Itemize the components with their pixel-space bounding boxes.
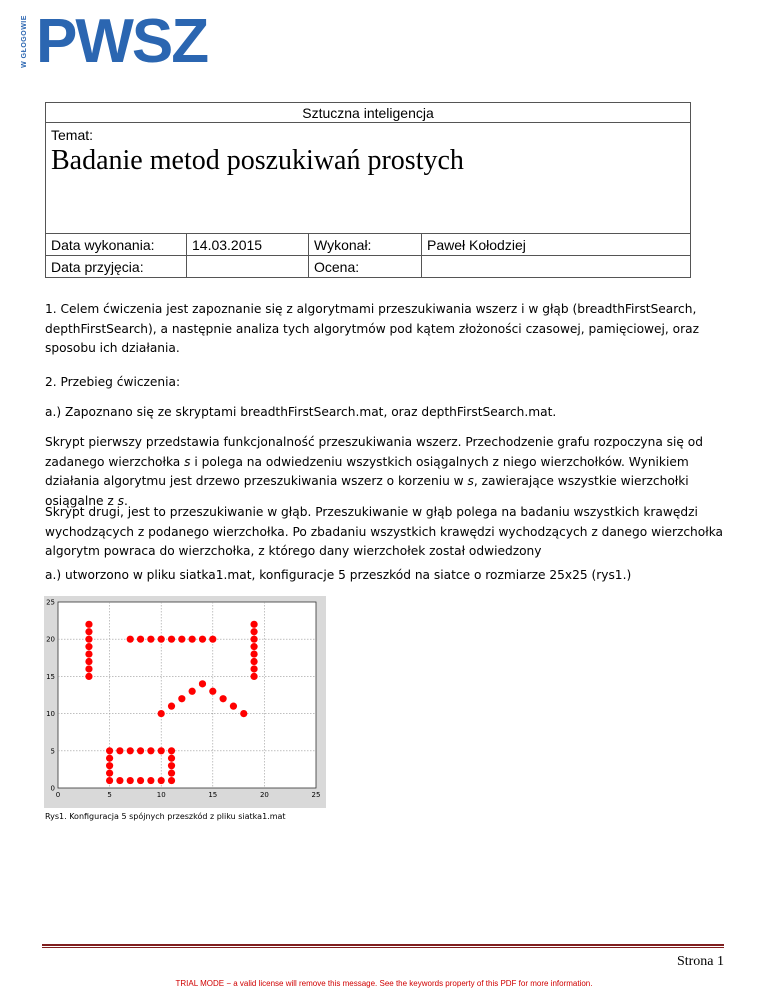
paragraph-course: 2. Przebieg ćwiczenia: (45, 375, 181, 389)
obstacle-point (85, 628, 92, 635)
obstacle-point (127, 747, 134, 754)
date-done-value: 14.03.2015 (187, 234, 309, 256)
obstacle-point (168, 636, 175, 643)
obstacle-point (106, 762, 113, 769)
obstacle-point (137, 636, 144, 643)
obstacle-point (178, 695, 185, 702)
obstacle-point (137, 777, 144, 784)
topic-label: Temat: (51, 127, 94, 143)
grade-value (422, 256, 691, 278)
grade-label: Ocena: (309, 256, 422, 278)
obstacle-point (178, 636, 185, 643)
pwsz-logo (20, 7, 208, 82)
obstacle-point (147, 747, 154, 754)
obstacle-point (250, 673, 257, 680)
x-tick-label: 10 (156, 791, 166, 799)
date-accept-label: Data przyjęcia: (46, 256, 187, 278)
obstacle-point (199, 636, 206, 643)
trial-notice: TRIAL MODE − a valid license will remove this message. See the keywords property of this PDF for more information. (175, 979, 593, 988)
obstacle-point (168, 770, 175, 777)
paragraph-grid: a.) utworzono w pliku siatka1.mat, konfiguracje 5 przeszkód na siatce o rozmiarze 25x25 (rys1.) (45, 568, 632, 582)
x-tick-label: 0 (55, 791, 61, 799)
obstacle-point (127, 777, 134, 784)
obstacle-point (189, 636, 196, 643)
report-header-table (45, 102, 691, 278)
obstacle-point (250, 658, 257, 665)
date-done-label: Data wykonania: (46, 234, 187, 256)
obstacle-point (158, 747, 165, 754)
obstacle-point (250, 621, 257, 628)
obstacle-point (106, 777, 113, 784)
obstacle-point (85, 636, 92, 643)
x-tick-label: 20 (259, 791, 269, 799)
obstacle-point (85, 643, 92, 650)
obstacle-point (106, 747, 113, 754)
x-tick-label: 25 (311, 791, 321, 799)
page-number: Strona 1 (676, 954, 724, 969)
footer-rule (42, 944, 724, 946)
obstacle-point (85, 673, 92, 680)
obstacle-point (209, 688, 216, 695)
obstacle-point (189, 688, 196, 695)
obstacle-point (85, 665, 92, 672)
obstacle-point (220, 695, 227, 702)
y-tick-label: 5 (50, 747, 55, 756)
obstacle-point (168, 703, 175, 710)
obstacle-point (137, 747, 144, 754)
obstacle-point (158, 710, 165, 717)
obstacle-point (106, 770, 113, 777)
y-tick-label: 0 (50, 784, 55, 793)
paragraph-dfs: Skrypt drugi, jest to przeszukiwanie w głąb. Przeszukiwanie w głąb polega na badaniu wszystkich krawędzi wychodzących z podanego wierzchołka. Po zbadaniu wszystkich krawędzi wychodzących z danego wierzchołka algorytm powraca do wierzchołka, z którego dany wierzchołek został odwiedzony (45, 505, 724, 558)
obstacle-point (147, 636, 154, 643)
obstacle-point (168, 755, 175, 762)
obstacle-point (147, 777, 154, 784)
obstacle-point (85, 621, 92, 628)
footer-rule-thin (42, 947, 724, 948)
y-tick-label: 25 (46, 598, 55, 607)
y-tick-label: 10 (46, 710, 55, 719)
obstacle-point (240, 710, 247, 717)
obstacle-point (199, 680, 206, 687)
y-tick-label: 20 (46, 635, 55, 644)
date-accept-value (187, 256, 309, 278)
author-value: Paweł Kołodziej (422, 234, 691, 256)
obstacle-point (158, 777, 165, 784)
obstacle-point (250, 650, 257, 657)
obstacle-point (209, 636, 216, 643)
obstacle-point (250, 636, 257, 643)
logo-word: PWSZ (36, 7, 208, 76)
author-label: Wykonał: (309, 234, 422, 256)
obstacle-point (250, 643, 257, 650)
obstacle-point (116, 777, 123, 784)
obstacle-point (250, 665, 257, 672)
obstacle-point (85, 658, 92, 665)
topic-cell (46, 123, 691, 234)
plot-area (58, 602, 316, 788)
obstacle-point (116, 747, 123, 754)
obstacle-point (168, 777, 175, 784)
logo-side-text: W GŁOGOWIE (20, 15, 28, 68)
y-tick-label: 15 (46, 672, 55, 681)
obstacle-point (106, 755, 113, 762)
subject-cell: Sztuczna inteligencja (46, 103, 691, 123)
obstacle-point (127, 636, 134, 643)
obstacle-point (158, 636, 165, 643)
paragraph-scripts: a.) Zapoznano się ze skryptami breadthFirstSearch.mat, oraz depthFirstSearch.mat. (45, 405, 557, 419)
obstacle-point (168, 747, 175, 754)
obstacle-point (85, 650, 92, 657)
obstacle-point (250, 628, 257, 635)
x-tick-label: 5 (107, 791, 112, 799)
x-tick-label: 15 (208, 791, 218, 799)
topic-title: Badanie metod poszukiwań prostych (51, 145, 464, 176)
obstacle-point (168, 762, 175, 769)
obstacle-point (230, 703, 237, 710)
paragraph-bfs: Skrypt pierwszy przedstawia funkcjonalność przeszukiwania wszerz. Przechodzenie grafu rozpoczyna się od zadanego wierzchołka s i polega na odwiedzeniu wszystkich osiągalnych z niego wierzchołków. Wynikiem działania algorytmu jest drzewo przeszukiwania wszerz o korzeniu w s, zawierające wszystkie wierzchołki osiągalne z s. (45, 435, 703, 508)
paragraph-goal: 1. Celem ćwiczenia jest zapoznanie się z algorytmami przeszukiwania wszerz i w głąb (breadthFirstSearch, depthFirstSearch), a następnie analiza tych algorytmów pod kątem złożoności czasowej, pamięciowej, oraz sposobu ich działania. (45, 302, 699, 355)
obstacle-grid-chart (44, 596, 326, 808)
figure-caption: Rys1. Konfiguracja 5 spójnych przeszkód z pliku siatka1.mat (45, 812, 286, 821)
